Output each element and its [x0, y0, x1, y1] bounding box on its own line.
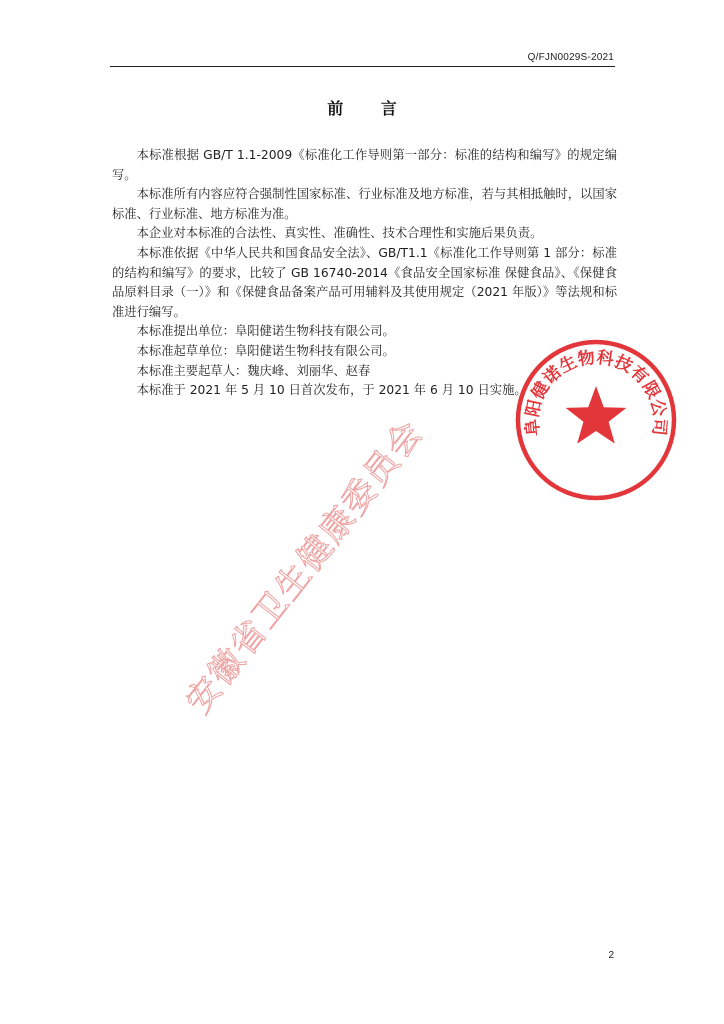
paragraph-dates: 本标准于 2021 年 5 月 10 日首次发布，于 2021 年 6 月 10 日实施。: [136, 383, 527, 398]
paragraph-drafters: 本标准主要起草人：魏庆峰、刘丽华、赵春: [136, 363, 371, 378]
paragraph-drafting-unit: 本标准起草单位：阜阳健诺生物科技有限公司。: [136, 343, 395, 358]
company-seal-stamp: [512, 336, 680, 504]
paragraph-responsibility: 本企业对本标准的合法性、真实性、准确性、技术合理性和实施后果负责。: [136, 226, 543, 241]
paragraph-structure-basis: 本标准根据 GB/T 1.1-2009《标准化工作导则第一部分：标准的结构和编写》的规定编写。: [112, 148, 617, 182]
paragraph-references: 本标准依据《中华人民共和国食品安全法》、GB/T1.1《标准化工作导则第 1 部分：标准的结构和编写》的要求，比较了 GB 16740-2014《食品安全国家标准 保健食品》、《保健食品原料目录（一）》和《保健食品备案产品可用辅料及其使用规定（2021 年版）》等法规和标准进行编写。: [112, 245, 617, 319]
header-rule: [110, 66, 615, 67]
paragraph-proposing-unit: 本标准提出单位：阜阳健诺生物科技有限公司。: [136, 324, 395, 339]
seal-lettering: 阜阳健诺生物科技有限公司: [522, 347, 670, 437]
seal-star-icon: [566, 386, 627, 444]
page-title: 前 言: [327, 99, 413, 118]
document-code: Q/FJN0029S-2021: [527, 52, 614, 63]
page-number: 2: [608, 950, 614, 961]
paragraph-compliance: 本标准所有内容应符合强制性国家标准、行业标准及地方标准，若与其相抵触时，以国家标准、行业标准、地方标准为准。: [112, 187, 617, 221]
watermark-text: 安徽省卫生健康委员会: [178, 412, 432, 722]
